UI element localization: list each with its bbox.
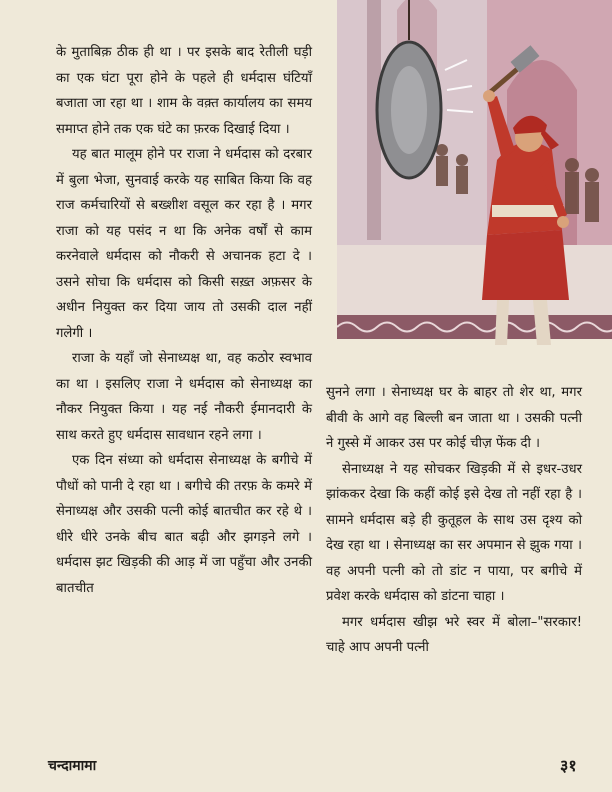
paragraph-3: राजा के यहाँ जो सेनाध्यक्ष था, वह कठोर स्वभाव का था । इसलिए राजा ने धर्मदास को सेनाध्यक्ष का नौकर नियुक्त किया । यह नई नौकरी ईमानदारी के साथ करते हुए धर्मदास सावधान रहने लगा । xyxy=(56,351,312,443)
gong-striker-illustration xyxy=(337,0,612,362)
paragraph-5: सुनने लगा । सेनाध्यक्ष घर के बाहर तो शेर था, मगर बीवी के आगे वह बिल्ली बन जाता था । उसकी पत्नी ने गुस्से में आकर उस पर कोई चीज़ फेंक दी । xyxy=(326,385,582,451)
story-illustration xyxy=(337,0,612,362)
paragraph-4: एक दिन संध्या को धर्मदास सेनाध्यक्ष के बगीचे में पौधों को पानी दे रहा था । बगीचे की तरफ़ के कमरे में सेनाध्यक्ष और उसकी पत्नी कोई बातचीत कर रहे थे । धीरे धीरे उनके बीच बात बढ़ी और झगड़ने लगे । धर्मदास झट खिड़की की आड़ में जा पहुँचा और उनकी बातचीत xyxy=(56,453,312,596)
page-number: ३१ xyxy=(560,756,577,775)
left-text-column xyxy=(56,40,312,601)
magazine-name: चन्दामामा xyxy=(48,758,97,774)
paragraph-7: मगर धर्मदास खीझ भरे स्वर में बोला–"सरकार! चाहे आप अपनी पत्नी xyxy=(326,614,582,655)
paragraph-2: यह बात मालूम होने पर राजा ने धर्मदास को दरबार में बुला भेजा, सुनवाई करके यह साबित किया कि वह राज कर्मचारियों से बख्शीश वसूल कर रहा है । मगर राजा को यह पसंद न था कि अनेक वर्षों से काम करनेवाले धर्मदास को नौकरी से अचानक हटा दे । उसने सोचा कि धर्मदास को किसी सख़्त अफ़सर के अधीन नियुक्त कर दिया जाय तो उसकी दाल नहीं गलेगी । xyxy=(56,147,312,341)
paragraph-6: सेनाध्यक्ष ने यह सोचकर खिड़की में से इधर-उधर झांककर देखा कि कहीं कोई इसे देख तो नहीं रहा है । सामने धर्मदास बड़े ही कुतूहल के साथ उस दृश्य को देख रहा था । सेनाध्यक्ष का सर अपमान से झुक गया । वह अपनी पत्नी को तो डांट न पाया, पर बगीचे में प्रवेश करके धर्मदास को डांटना चाहा । xyxy=(326,461,582,604)
right-text-column xyxy=(326,380,582,661)
paragraph-1: के मुताबिक़ ठीक ही था । पर इसके बाद रेतीली घड़ी का एक घंटा पूरा होने के पहले ही धर्मदास घंटियाँ बजाता जा रहा था । शाम के वक़्त कार्यालय का समय समाप्त होने तक एक घंटे का फ़रक दिखाई दिया । xyxy=(56,45,312,137)
